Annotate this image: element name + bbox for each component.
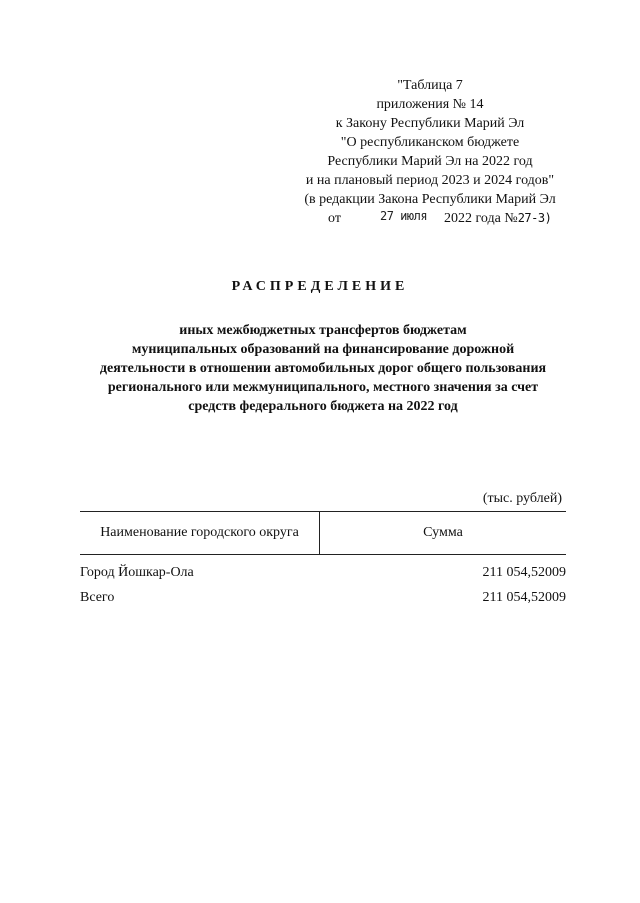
header-line: к Закону Республики Марий Эл (335, 116, 525, 131)
units-label: (тыс. рублей) (482, 491, 562, 506)
column-header-sum: Сумма (423, 525, 463, 540)
date-number: 27-3) (517, 211, 552, 225)
table-header (80, 511, 566, 555)
subtitle-line: регионального или межмуниципального, местного значения за счет (107, 380, 539, 395)
table-row-total (80, 590, 566, 610)
row-name: Город Йошкар-Ола (80, 565, 194, 580)
subtitle-line: иных межбюджетных трансфертов бюджетам (179, 323, 467, 338)
header-line: и на плановый период 2023 и 2024 годов" (305, 173, 555, 188)
date-year (444, 209, 551, 228)
date-handwritten: 27 июля (380, 209, 428, 223)
header-line: приложения № 14 (376, 97, 484, 112)
document-title: РАСПРЕДЕЛЕНИЕ (231, 279, 409, 294)
subtitle-line: средств федерального бюджета на 2022 год (188, 399, 458, 414)
document-header (290, 76, 570, 228)
header-line: "Таблица 7 (397, 78, 463, 93)
header-line: (в редакции Закона Республики Марий Эл (304, 192, 556, 207)
document-subtitle (80, 321, 566, 416)
date-year-text: 2022 года № (444, 211, 518, 226)
subtitle-line: муниципальных образований на финансирование дорожной (131, 342, 515, 357)
column-header-name: Наименование городского округа (80, 512, 320, 554)
header-line: "О республиканском бюджете (340, 135, 520, 150)
row-sum: 211 054,52009 (482, 565, 566, 580)
header-line: Республики Марий Эл на 2022 год (327, 154, 533, 169)
date-line (290, 209, 570, 228)
date-prefix: от (328, 211, 341, 226)
row-sum: 211 054,52009 (482, 590, 566, 605)
table-row (80, 565, 566, 585)
row-name: Всего (80, 590, 115, 605)
subtitle-line: деятельности в отношении автомобильных дорог общего пользования (99, 361, 547, 376)
